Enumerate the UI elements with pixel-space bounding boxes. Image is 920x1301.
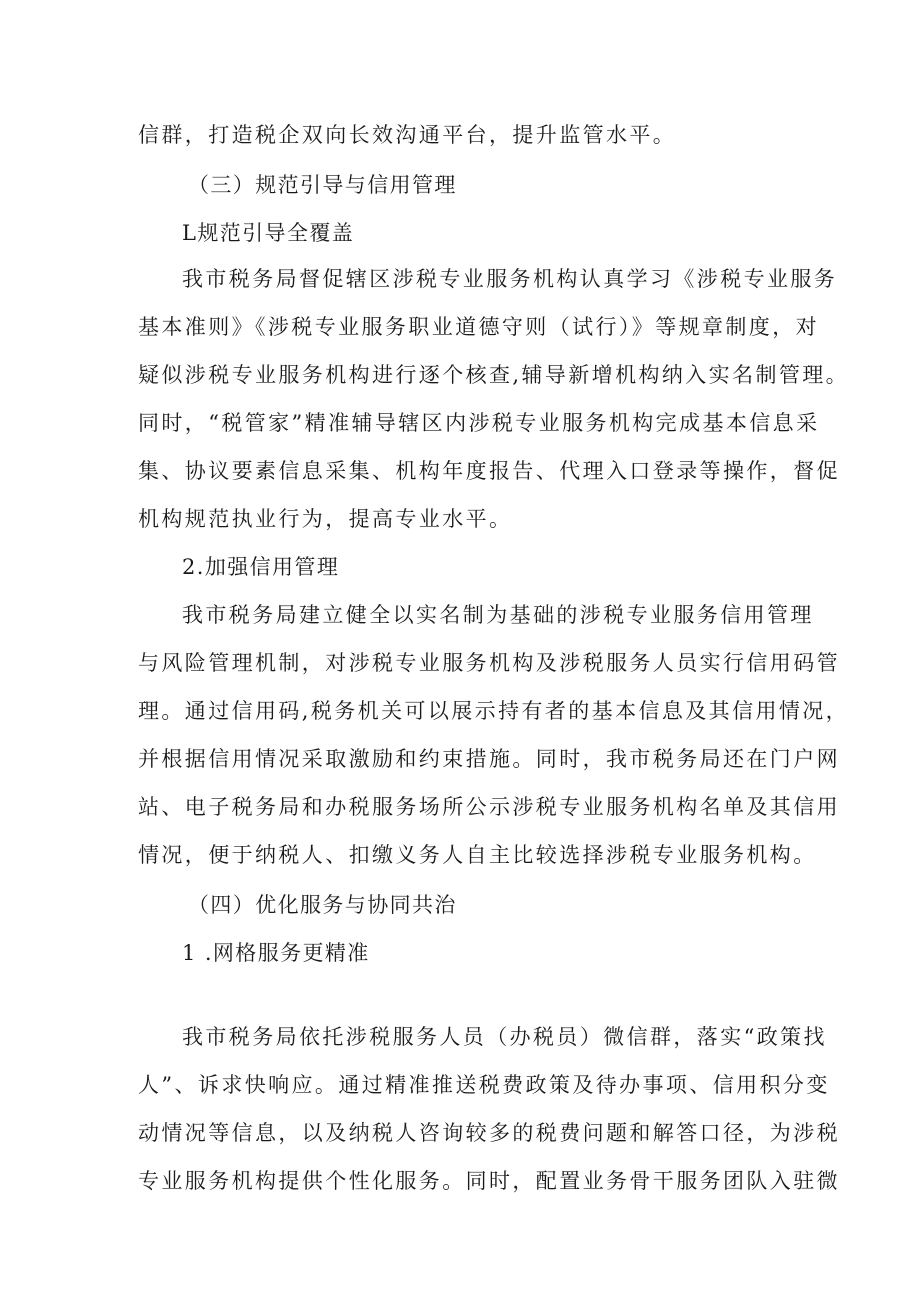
paragraph-line: 疑似涉税专业服务机构进行逐个核查,辅导新增机构纳入实名制管理。 [138,363,850,387]
subsection-heading: 2.加强信用管理 [182,555,340,579]
subsection-heading: L规范引导全覆盖 [182,221,355,245]
paragraph-line: 我市税务局依托涉税服务人员（办税员）微信群，落实“政策找 [182,1025,827,1049]
paragraph-line: 机构规范执业行为，提高专业水平。 [138,507,513,531]
paragraph-line: 理。通过信用码,税务机关可以展示持有者的基本信息及其信用情况， [138,699,850,723]
paragraph-line: 我市税务局建立健全以实名制为基础的涉税专业服务信用管理 [182,603,814,627]
paragraph-line: 并根据信用情况采取激励和约束措施。同时，我市税务局还在门户网 [138,747,840,771]
paragraph-line: 与风险管理机制，对涉税专业服务机构及涉税服务人员实行信用码管 [138,651,840,675]
paragraph-line: 信群，打造税企双向长效沟通平台，提升监管水平。 [138,123,677,147]
paragraph-line: 我市税务局督促辖区涉税专业服务机构认真学习《涉税专业服务 [182,267,838,291]
paragraph-line: 基本准则》《涉税专业服务职业道德守则（试行）》等规章制度，对 [138,315,819,339]
section-heading: （三）规范引导与信用管理 [188,173,457,197]
paragraph-line: 动情况等信息，以及纳税人咨询较多的税费问题和解答口径，为涉税 [138,1121,840,1145]
paragraph-line: 集、协议要素信息采集、机构年度报告、代理入口登录等操作，督促 [138,459,840,483]
paragraph-line: 情况，便于纳税人、扣缴义务人自主比较选择涉税专业服务机构。 [138,843,817,867]
paragraph-line: 人”、诉求快响应。通过精准推送税费政策及待办事项、信用积分变 [138,1073,830,1097]
paragraph-line: 专业服务机构提供个性化服务。同时，配置业务骨干服务团队入驻微 [138,1169,840,1193]
paragraph-line: 同时，“税管家”精准辅导辖区内涉税专业服务机构完成基本信息采 [138,411,820,435]
paragraph-line: 站、电子税务局和办税服务场所公示涉税专业服务机构名单及其信用 [138,795,840,819]
subsection-heading: 1 .网格服务更精准 [182,941,370,965]
section-heading: （四）优化服务与协同共治 [188,893,457,917]
